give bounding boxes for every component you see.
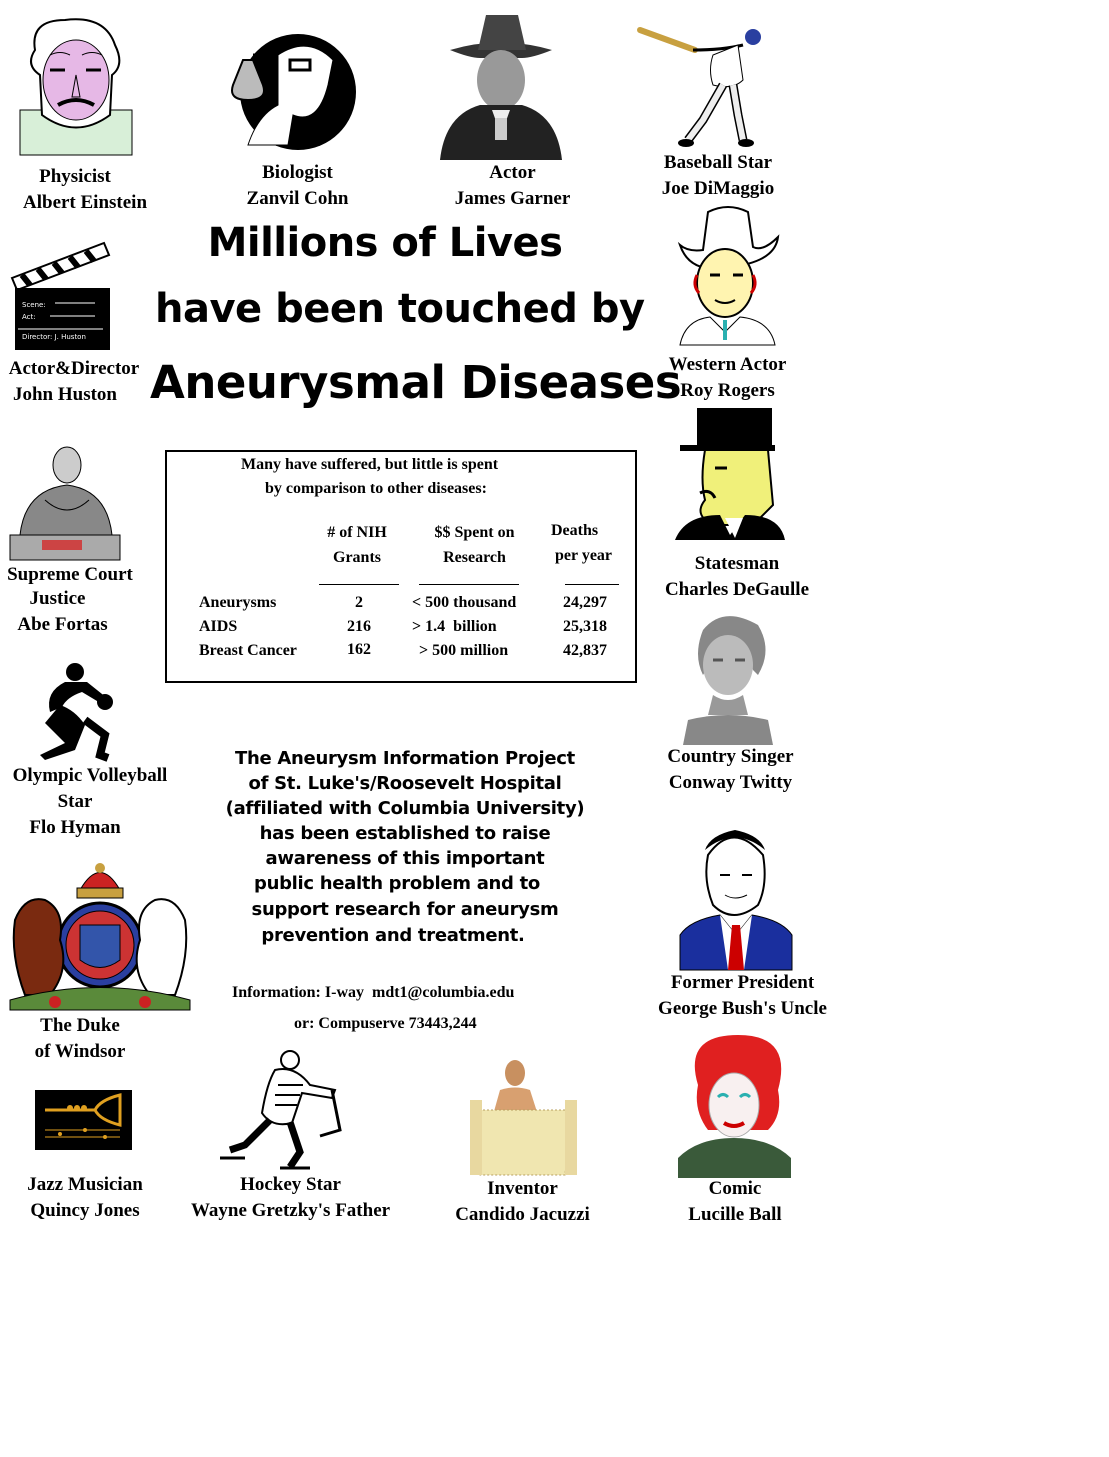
row-deaths: 25,318: [563, 618, 607, 635]
scientist-flask-icon: [228, 30, 358, 155]
einstein-portrait-icon: [20, 15, 132, 155]
caption-name: Candido Jacuzzi: [455, 1204, 590, 1225]
clapper-director: Director: J. Huston: [22, 333, 86, 341]
singer-portrait-icon: [683, 610, 775, 745]
volleyball-player-silhouette-icon: [40, 660, 115, 760]
caption-huston: [0, 356, 148, 408]
caption-role: Actor&Director: [8, 358, 140, 379]
row-spent: < 500 thousand: [412, 594, 517, 611]
contact-compuserve-line[interactable]: or: Compuserve 73443,244: [294, 1015, 477, 1032]
row-grants: 216: [347, 618, 371, 635]
header-deaths-line-1: Deaths: [551, 522, 599, 539]
project-line: prevention and treatment.: [261, 925, 525, 946]
caption-fortas: [0, 562, 140, 638]
header-deaths: [551, 518, 629, 568]
headline-line-3: Aneurysmal Diseases: [150, 356, 682, 409]
red-haired-portrait-icon: [678, 1035, 791, 1178]
header-spent-line-1: $$ Spent on: [434, 524, 515, 541]
row-disease: AIDS: [199, 618, 238, 635]
header-grants: [312, 520, 402, 570]
header-grants-line-1: # of NIH: [327, 524, 387, 541]
caption-role: Inventor: [487, 1178, 558, 1199]
caption-bush-uncle: [650, 970, 835, 1022]
cowboy-actor-photo-icon: [440, 10, 562, 160]
caption-name: John Huston: [12, 384, 118, 405]
caption-role: Supreme Court: [7, 564, 133, 585]
project-line: public health problem and to: [254, 873, 540, 894]
header-spent: [417, 520, 532, 570]
caption-twitty: [658, 744, 803, 796]
caption-role-2: Star: [57, 791, 93, 812]
caption-role: Actor: [489, 162, 536, 183]
trumpet-icon: [35, 1090, 132, 1150]
project-line: support research for aneurysm: [251, 899, 559, 920]
caption-name: George Bush's Uncle: [658, 998, 827, 1019]
clapper-scene: Scene:: [22, 301, 46, 309]
project-line: of St. Luke's/Roosevelt Hospital: [248, 773, 562, 794]
contact-email-line[interactable]: Information: I-way mdt1@columbia.edu: [232, 984, 515, 1001]
project-line: The Aneurysm Information Project: [235, 748, 575, 769]
caption-name: Conway Twitty: [668, 772, 793, 793]
row-grants: 2: [355, 594, 363, 611]
caption-dimaggio: [648, 150, 788, 202]
caption-name: of Windsor: [34, 1041, 126, 1062]
project-line: (affiliated with Columbia University): [225, 798, 585, 819]
project-line: awareness of this important: [265, 848, 545, 869]
kepi-portrait-icon: [675, 408, 785, 540]
caption-name: Zanvil Cohn: [246, 188, 349, 209]
caption-role: Jazz Musician: [27, 1174, 143, 1195]
header-rule-grants: [319, 584, 399, 585]
caption-role: Olympic Volleyball: [12, 765, 168, 786]
caption-name: Wayne Gretzky's Father: [190, 1200, 391, 1221]
clapperboard-icon: [10, 243, 112, 350]
cowboy-hat-portrait-icon: [675, 205, 780, 345]
royal-coat-of-arms-icon: [5, 860, 195, 1010]
caption-role: Comic: [708, 1178, 762, 1199]
row-deaths: 42,837: [563, 642, 607, 659]
caption-name: Charles DeGaulle: [664, 579, 810, 600]
caption-garner: [445, 160, 580, 212]
caption-jones: [15, 1172, 155, 1224]
caption-role: Biologist: [262, 162, 333, 183]
caption-name: Flo Hyman: [29, 817, 121, 838]
header-rule-spent: [419, 584, 519, 585]
caption-hyman: [5, 763, 175, 841]
caption-windsor: [15, 1013, 145, 1065]
row-disease: Breast Cancer: [199, 642, 297, 659]
caption-name: Lucille Ball: [688, 1204, 782, 1225]
caption-role: Physicist: [39, 166, 111, 187]
header-spent-line-2: Research: [443, 549, 506, 566]
caption-role: Western Actor: [668, 354, 787, 375]
header-deaths-line-2: per year: [555, 547, 613, 564]
table-intro-line-2: by comparison to other diseases:: [265, 480, 487, 497]
caption-name: Albert Einstein: [23, 192, 148, 213]
headline-line-2: have been touched by: [155, 286, 645, 332]
hot-tub-icon: [470, 1055, 582, 1175]
row-spent: > 500 million: [419, 642, 509, 659]
caption-gretzky: [178, 1172, 403, 1224]
row-disease: Aneurysms: [199, 594, 277, 611]
caption-einstein: [5, 164, 148, 216]
row-grants: 162: [347, 641, 371, 658]
clapper-act: Act:: [22, 313, 36, 321]
caption-jacuzzi: [445, 1176, 600, 1228]
header-rule-deaths: [565, 584, 619, 585]
project-line: has been established to raise: [259, 823, 551, 844]
caption-name: Quincy Jones: [30, 1200, 140, 1221]
caption-role: Country Singer: [667, 746, 794, 767]
table-intro-line-1: Many have suffered, but little is spent: [241, 456, 499, 473]
baseball-batter-icon: [638, 25, 768, 150]
row-spent: > 1.4 billion: [412, 618, 497, 635]
caption-role-2: Justice: [29, 588, 86, 609]
judge-icon: [10, 440, 120, 560]
caption-role: Former President: [670, 972, 815, 993]
caption-role: Statesman: [694, 553, 780, 574]
caption-name: Abe Fortas: [17, 614, 108, 635]
caption-role: Baseball Star: [663, 152, 773, 173]
caption-cohn: [230, 160, 365, 212]
headline-line-1: Millions of Lives: [207, 220, 563, 266]
caption-name: Roy Rogers: [680, 380, 775, 401]
suit-portrait-icon: [680, 825, 792, 970]
comparison-table: [165, 450, 637, 683]
caption-degaulle: [662, 551, 812, 603]
caption-ball: [665, 1176, 805, 1228]
caption-name: Joe DiMaggio: [661, 178, 775, 199]
row-deaths: 24,297: [563, 594, 607, 611]
caption-name: James Garner: [454, 188, 571, 209]
caption-role: Hockey Star: [240, 1174, 341, 1195]
caption-role: The Duke: [40, 1015, 120, 1036]
header-grants-line-2: Grants: [333, 549, 381, 566]
hockey-player-icon: [220, 1050, 345, 1170]
